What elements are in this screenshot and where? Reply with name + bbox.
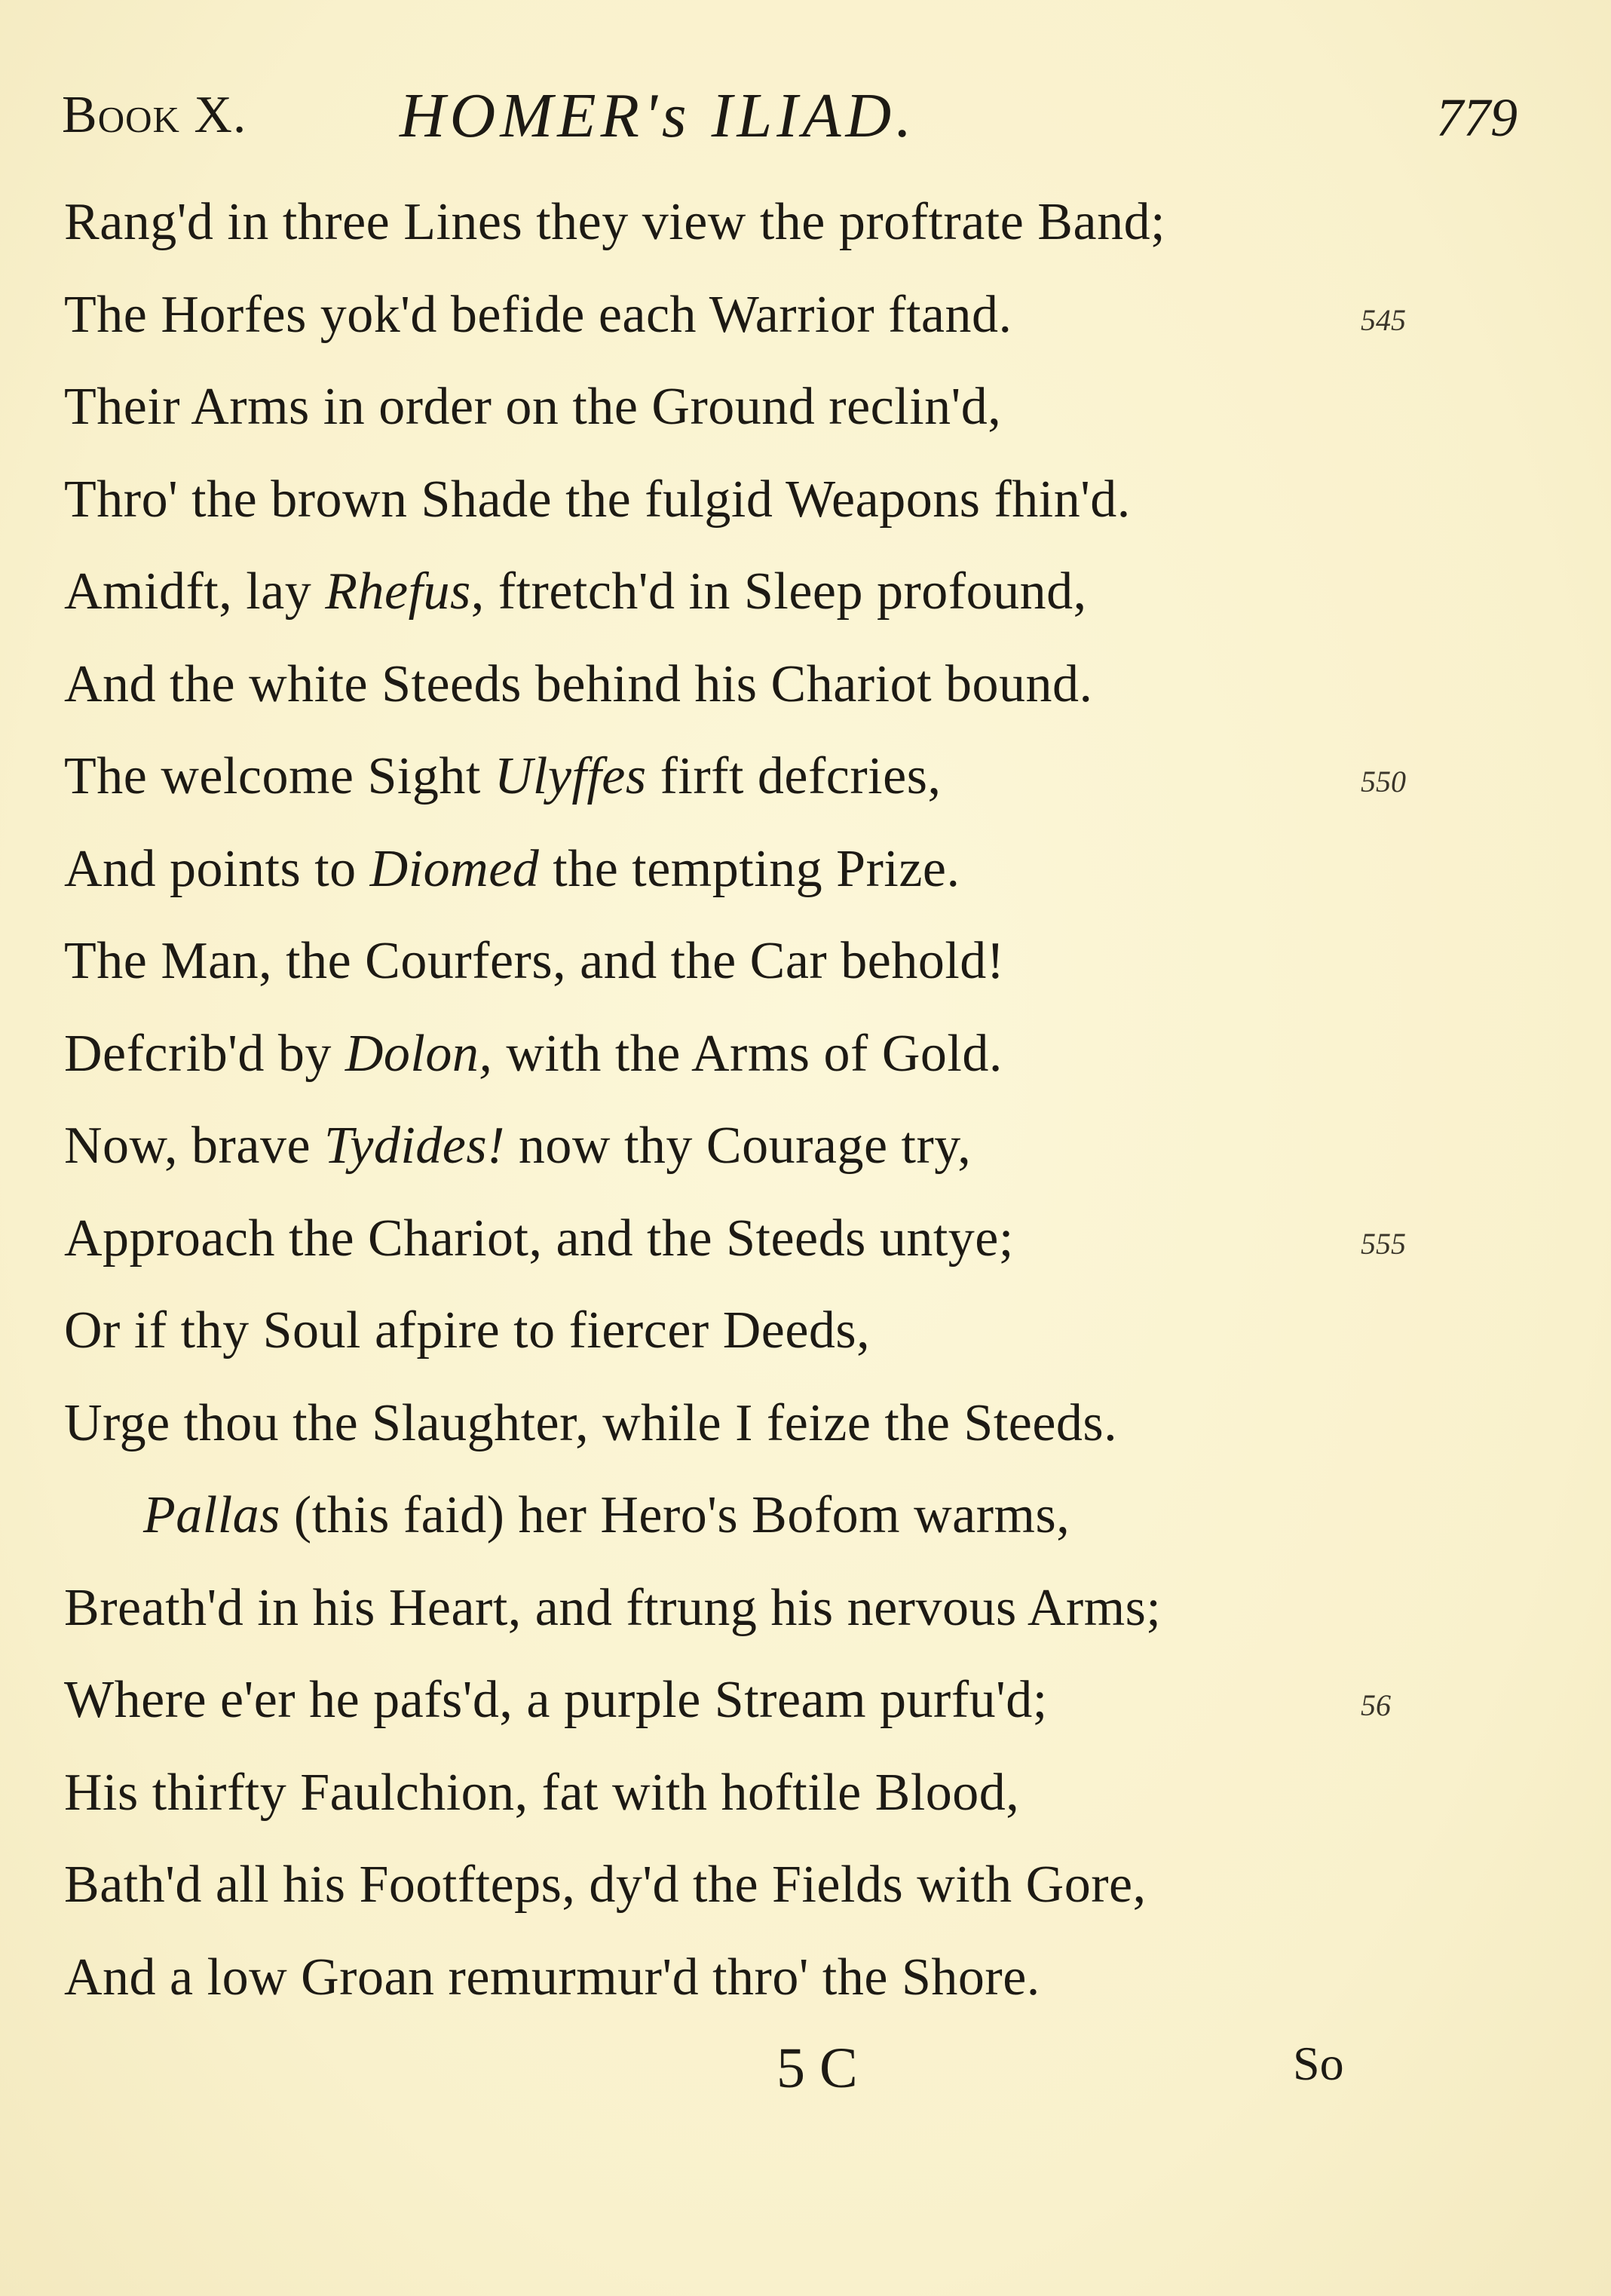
verse-line bbox=[64, 1948, 1040, 2008]
line-number: 550 bbox=[1361, 765, 1406, 799]
verse-text: Urge thou the Slaughter, while I feize the Steeds. bbox=[64, 1393, 1118, 1452]
verse-line bbox=[64, 746, 941, 807]
page-footer bbox=[0, 2036, 1611, 2126]
verse-text: Now, brave bbox=[64, 1117, 325, 1175]
verse-text: (this faid) her Hero's Bofom warms, bbox=[280, 1486, 1070, 1544]
verse-line bbox=[64, 1301, 870, 1361]
verse-text: Rang'd in three Lines they view the proftrate Band; bbox=[64, 193, 1166, 251]
verse-name-italic: Dolon, bbox=[345, 1024, 493, 1083]
line-number: 555 bbox=[1361, 1226, 1406, 1261]
verse-text: Or if thy Soul afpire to fiercer Deeds, bbox=[64, 1301, 871, 1360]
verse-text: Defcrib'd by bbox=[64, 1024, 345, 1083]
verse-text: And a low Groan remurmur'd thro' the Shore. bbox=[64, 1948, 1040, 2006]
verse-line bbox=[64, 1855, 1147, 1915]
verse-text: now thy Courage try, bbox=[504, 1117, 972, 1175]
verse-text: the tempting Prize. bbox=[539, 839, 960, 898]
verse-text: Their Arms in order on the Ground reclin'd, bbox=[64, 378, 1002, 436]
verse-line bbox=[64, 1209, 1014, 1269]
verse-line bbox=[64, 1116, 971, 1176]
verse-line bbox=[64, 839, 960, 900]
line-number: 56 bbox=[1361, 1688, 1391, 1722]
book-label: Book X. bbox=[62, 86, 247, 144]
page-number: 779 bbox=[1436, 87, 1518, 148]
verse-text: Thro' the brown Shade the fulgid Weapons fhin'd. bbox=[64, 470, 1131, 529]
verse-line bbox=[64, 377, 1001, 437]
verse-text: The Man, the Courfers, and the Car behold! bbox=[64, 932, 1005, 990]
verse-name-italic: Tydides! bbox=[324, 1117, 505, 1175]
verse-name-italic: Diomed bbox=[369, 839, 540, 898]
verse-text: And the white Steeds behind his Chariot bound. bbox=[64, 654, 1093, 713]
verse-line bbox=[64, 1670, 1048, 1730]
verse-text: Approach the Chariot, and the Steeds untye; bbox=[64, 1209, 1014, 1268]
verse-text: The welcome Sight bbox=[64, 747, 495, 805]
verse-name-italic: Pallas bbox=[143, 1486, 280, 1544]
verse-line bbox=[64, 285, 1012, 345]
verse-text: firft defcries, bbox=[646, 747, 942, 805]
verse-text: And points to bbox=[64, 839, 370, 898]
catchword: So bbox=[1293, 2037, 1344, 2090]
verse-text: Breath'd in his Heart, and ftrung his nervous Arms; bbox=[64, 1578, 1162, 1637]
verse-line bbox=[64, 1393, 1117, 1454]
verse-line bbox=[64, 1578, 1161, 1638]
running-title: HOMER's ILIAD. bbox=[400, 81, 917, 151]
verse-text: The Horfes yok'd befide each Warrior ftand. bbox=[64, 285, 1012, 344]
verse-name-italic: Rhefus bbox=[325, 563, 471, 621]
verse-text: His thirfty Faulchion, fat with hoftile Blood, bbox=[64, 1763, 1020, 1822]
verse-text: Bath'd all his Footfteps, dy'd the Fields with Gore, bbox=[64, 1856, 1147, 1914]
verse-line bbox=[64, 1763, 1019, 1823]
verse-line bbox=[64, 562, 1087, 622]
line-number: 545 bbox=[1361, 302, 1406, 337]
verse-line bbox=[64, 470, 1131, 530]
verse-text: Amidft, lay bbox=[64, 563, 326, 621]
verse-line bbox=[64, 1024, 1003, 1084]
running-header bbox=[0, 79, 1611, 162]
verse-text: with the Arms of Gold. bbox=[492, 1024, 1003, 1083]
verse-line bbox=[64, 931, 1005, 992]
verse-line bbox=[64, 192, 1165, 253]
verse-line bbox=[143, 1485, 1070, 1546]
verse-text: Where e'er he pafs'd, a purple Stream purfu'd; bbox=[64, 1671, 1048, 1729]
verse-line bbox=[64, 654, 1093, 715]
verse-text: , ftretch'd in Sleep profound, bbox=[470, 563, 1087, 621]
verse-name-italic: Ulyffes bbox=[494, 747, 647, 805]
signature-mark: 5 C bbox=[776, 2037, 858, 2100]
